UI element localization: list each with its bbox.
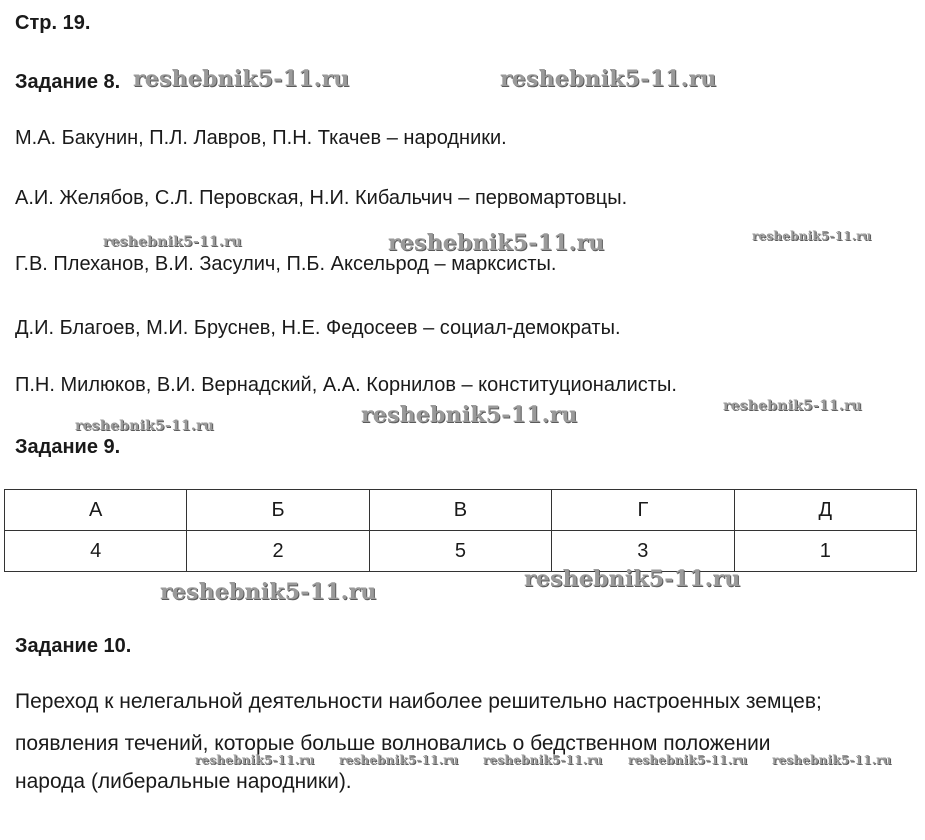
watermark: reshebnik5-11.ru	[723, 398, 862, 414]
task8-line: М.А. Бакунин, П.Л. Лавров, П.Н. Ткачев – народники.	[15, 127, 507, 149]
table-header-cell: А	[5, 490, 187, 531]
table-header-cell: Б	[187, 490, 369, 531]
table-cell: 2	[187, 531, 369, 572]
table-cell: 3	[552, 531, 734, 572]
table-header-cell: Д	[734, 490, 916, 531]
task8-line: Г.В. Плеханов, В.И. Засулич, П.Б. Аксельрод – марксисты.	[15, 253, 557, 275]
watermark: reshebnik5-11.ru	[103, 234, 242, 250]
task9-heading: Задание 9.	[15, 436, 121, 458]
watermark: reshebnik5-11.ru	[133, 66, 350, 92]
table-header-row	[5, 490, 917, 531]
task8-line: А.И. Желябов, С.Л. Перовская, Н.И. Кибальчич – первомартовцы.	[15, 187, 628, 209]
task10-heading: Задание 10.	[15, 635, 132, 657]
table-cell: 5	[369, 531, 551, 572]
watermark: reshebnik5-11.ru	[483, 753, 603, 767]
watermark: reshebnik5-11.ru	[160, 579, 377, 605]
watermark: reshebnik5-11.ru	[75, 418, 214, 434]
task10-line: появления течений, которые больше волновались о бедственном положении	[15, 732, 771, 755]
watermark: reshebnik5-11.ru	[500, 66, 717, 92]
task8-heading: Задание 8.	[15, 71, 121, 93]
table-header-cell: Г	[552, 490, 734, 531]
watermark: reshebnik5-11.ru	[752, 229, 872, 243]
task10-line: Переход к нелегальной деятельности наиболее решительно настроенных земцев;	[15, 690, 822, 713]
watermark: reshebnik5-11.ru	[524, 566, 741, 592]
watermark: reshebnik5-11.ru	[361, 402, 578, 428]
answer-table	[4, 489, 917, 572]
task8-line: П.Н. Милюков, В.И. Вернадский, А.А. Корнилов – конституционалисты.	[15, 374, 677, 396]
watermark: reshebnik5-11.ru	[388, 230, 605, 256]
task10-line: народа (либеральные народники).	[15, 770, 352, 793]
watermark: reshebnik5-11.ru	[195, 753, 315, 767]
task8-line: Д.И. Благоев, М.И. Бруснев, Н.Е. Федосеев – социал-демократы.	[15, 317, 621, 339]
watermark: reshebnik5-11.ru	[339, 753, 459, 767]
watermark: reshebnik5-11.ru	[772, 753, 892, 767]
table-header-cell: В	[369, 490, 551, 531]
table-row	[5, 531, 917, 572]
table-cell: 4	[5, 531, 187, 572]
table-cell: 1	[734, 531, 916, 572]
page-ref: Стр. 19.	[15, 12, 91, 34]
watermark: reshebnik5-11.ru	[628, 753, 748, 767]
